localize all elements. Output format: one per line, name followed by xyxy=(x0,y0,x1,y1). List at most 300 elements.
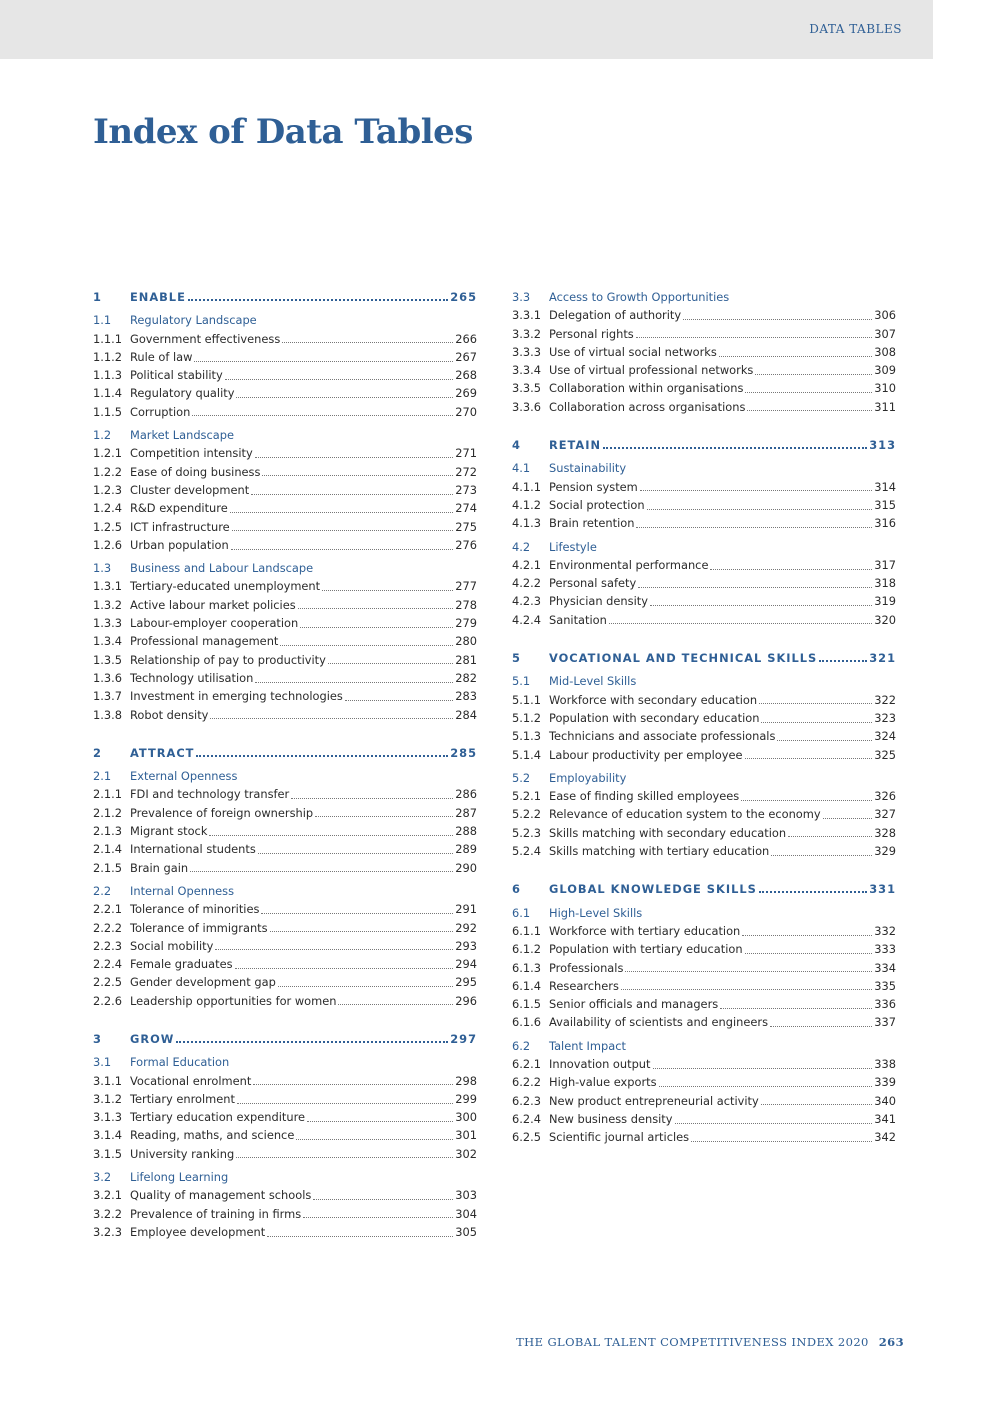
dot-leader xyxy=(209,835,453,836)
index-entry[interactable] xyxy=(93,992,477,1010)
index-entry-number: 2.2.5 xyxy=(93,975,122,990)
subpillar-heading[interactable] xyxy=(93,559,477,577)
index-entry[interactable] xyxy=(93,785,477,803)
pillar-heading[interactable] xyxy=(93,288,477,306)
subpillar-heading[interactable] xyxy=(512,1037,896,1055)
index-column-left xyxy=(93,288,477,1241)
index-entry-number: 1.3.2 xyxy=(93,597,122,612)
index-entry-number: 1.3.6 xyxy=(93,670,122,685)
index-entry-number: 3.1.5 xyxy=(93,1146,122,1161)
index-entry-number: 3.1.2 xyxy=(93,1091,122,1106)
index-entry[interactable] xyxy=(512,325,896,343)
index-entry-page: 310 xyxy=(874,381,896,396)
index-entry[interactable] xyxy=(93,1108,477,1126)
index-entry-label: ICT infrastructure xyxy=(130,519,230,534)
dot-leader xyxy=(322,590,453,591)
index-entry-page: 340 xyxy=(874,1093,896,1108)
dot-leader xyxy=(190,871,453,872)
dot-leader xyxy=(691,1141,872,1142)
pillar-heading[interactable] xyxy=(512,436,896,454)
index-entry-number: 3.2.3 xyxy=(93,1224,122,1239)
index-entry-page: 290 xyxy=(455,860,477,875)
dot-leader xyxy=(251,494,453,495)
index-entry-number: 2.2.6 xyxy=(93,993,122,1008)
dot-leader xyxy=(745,953,873,954)
dot-leader xyxy=(313,1199,453,1200)
subpillar-heading[interactable] xyxy=(93,426,477,444)
index-entry-number: 2.1.5 xyxy=(93,860,122,875)
index-entry-page: 269 xyxy=(455,386,477,401)
index-entry-number: 6.2.5 xyxy=(512,1130,541,1145)
subpillar-heading-label: Lifelong Learning xyxy=(130,1170,229,1185)
index-entry-page: 325 xyxy=(874,747,896,762)
index-entry-page: 333 xyxy=(874,942,896,957)
index-entry-number: 6.2.3 xyxy=(512,1093,541,1108)
index-entry[interactable] xyxy=(512,709,896,727)
header-band xyxy=(0,0,933,59)
subpillar-heading-number: 3.3 xyxy=(512,290,531,304)
index-entry-page: 318 xyxy=(874,576,896,591)
index-entry[interactable] xyxy=(93,651,477,669)
index-entry-label: Personal rights xyxy=(549,326,634,341)
dot-leader xyxy=(759,703,872,704)
subpillar-heading-label: Market Landscape xyxy=(130,428,234,443)
index-entry-label: Migrant stock xyxy=(130,824,208,839)
index-entry-page: 294 xyxy=(455,957,477,972)
index-entry[interactable] xyxy=(93,403,477,421)
index-entry-number: 6.1.6 xyxy=(512,1015,541,1030)
index-entry-page: 281 xyxy=(455,652,477,667)
index-entry-label: Skills matching with tertiary education xyxy=(549,844,770,859)
dot-leader xyxy=(603,447,867,449)
index-entry-number: 1.2.4 xyxy=(93,501,122,516)
subpillar-heading-label: Employability xyxy=(549,770,627,785)
index-entry-number: 5.2.1 xyxy=(512,789,541,804)
index-entry[interactable] xyxy=(512,478,896,496)
index-entry-label: New product entrepreneurial activity xyxy=(549,1093,759,1108)
index-entry-label: Tolerance of minorities xyxy=(130,902,260,917)
index-entry[interactable] xyxy=(512,592,896,610)
dot-leader xyxy=(636,527,872,528)
index-entry[interactable] xyxy=(512,574,896,592)
dot-leader xyxy=(761,722,872,723)
subpillar-heading-number: 3.2 xyxy=(93,1170,112,1185)
dot-leader xyxy=(196,755,448,757)
index-entry[interactable] xyxy=(93,614,477,632)
index-entry-number: 1.3.1 xyxy=(93,579,122,594)
index-entry[interactable] xyxy=(512,514,896,532)
index-entry-page: 279 xyxy=(455,616,477,631)
dot-leader xyxy=(747,410,872,411)
index-entry-page: 276 xyxy=(455,537,477,552)
pillar-heading-label: RETAIN xyxy=(549,438,602,453)
index-entry-label: Physician density xyxy=(549,594,648,609)
subpillar-heading[interactable] xyxy=(93,882,477,900)
index-entry[interactable] xyxy=(93,499,477,517)
index-entry[interactable] xyxy=(512,727,896,745)
index-entry-page: 327 xyxy=(874,807,896,822)
index-entry-label: Brain retention xyxy=(549,516,635,531)
index-entry-page: 301 xyxy=(455,1128,477,1143)
index-entry-page: 296 xyxy=(455,993,477,1008)
dot-leader xyxy=(742,935,872,936)
index-entry-label: Rule of law xyxy=(130,349,193,364)
dot-leader xyxy=(291,798,453,799)
index-entry-label: Tertiary education expenditure xyxy=(130,1110,306,1125)
index-entry-number: 5.1.2 xyxy=(512,710,541,725)
subpillar-heading[interactable] xyxy=(512,288,896,306)
dot-leader xyxy=(192,415,453,416)
index-entry[interactable] xyxy=(93,536,477,554)
index-entry-number: 1.2.6 xyxy=(93,537,122,552)
subpillar-heading-label: Sustainability xyxy=(549,461,627,476)
index-entry[interactable] xyxy=(512,1013,896,1031)
index-entry-page: 272 xyxy=(455,464,477,479)
index-entry-label: FDI and technology transfer xyxy=(130,787,290,802)
index-entry[interactable] xyxy=(512,691,896,709)
index-entry-page: 286 xyxy=(455,787,477,802)
index-entry[interactable] xyxy=(93,1090,477,1108)
dot-leader xyxy=(659,1086,873,1087)
pillar-heading-page: 297 xyxy=(450,1031,477,1046)
subpillar-heading-number: 6.2 xyxy=(512,1038,531,1053)
index-entry-number: 5.2.4 xyxy=(512,844,541,859)
index-entry-label: Environmental performance xyxy=(549,557,709,572)
subpillar-heading[interactable] xyxy=(512,459,896,477)
index-entry[interactable] xyxy=(512,977,896,995)
subpillar-heading-number: 1.2 xyxy=(93,428,112,443)
dot-leader xyxy=(255,682,453,683)
index-entry-page: 306 xyxy=(874,308,896,323)
index-entry-page: 293 xyxy=(455,938,477,953)
dot-leader xyxy=(770,1026,872,1027)
dot-leader xyxy=(262,475,453,476)
index-entry-page: 298 xyxy=(455,1073,477,1088)
dot-leader xyxy=(719,356,872,357)
index-entry-number: 1.1.3 xyxy=(93,368,122,383)
index-entry-page: 329 xyxy=(874,844,896,859)
index-entry[interactable] xyxy=(93,669,477,687)
dot-leader xyxy=(236,1157,453,1158)
index-entry-number: 6.1.5 xyxy=(512,997,541,1012)
dot-leader xyxy=(230,512,454,513)
pillar-heading[interactable] xyxy=(512,880,896,898)
dot-leader xyxy=(210,718,453,719)
index-entry[interactable] xyxy=(93,955,477,973)
index-entry[interactable] xyxy=(93,444,477,462)
index-entry-number: 3.2.1 xyxy=(93,1188,122,1203)
dot-leader xyxy=(282,342,453,343)
index-entry[interactable] xyxy=(512,343,896,361)
index-entry-page: 339 xyxy=(874,1075,896,1090)
dot-leader xyxy=(307,1121,453,1122)
index-entry-label: R&D expenditure xyxy=(130,501,228,516)
page-title: Index of Data Tables xyxy=(93,112,473,152)
index-entry-page: 326 xyxy=(874,789,896,804)
dot-leader xyxy=(215,949,453,950)
dot-leader xyxy=(300,627,453,628)
index-entry-number: 2.1.1 xyxy=(93,787,122,802)
subpillar-heading-label: External Openness xyxy=(130,769,238,784)
index-entry-number: 4.2.1 xyxy=(512,557,541,572)
dot-leader xyxy=(777,740,872,741)
index-entry-number: 2.2.3 xyxy=(93,938,122,953)
dot-leader xyxy=(298,608,454,609)
index-entry-page: 280 xyxy=(455,634,477,649)
index-entry-page: 315 xyxy=(874,497,896,512)
index-entry-page: 284 xyxy=(455,707,477,722)
index-entry[interactable] xyxy=(512,1073,896,1091)
dot-leader xyxy=(745,392,872,393)
index-entry[interactable] xyxy=(93,348,477,366)
index-entry[interactable] xyxy=(512,556,896,574)
index-entry-page: 305 xyxy=(455,1224,477,1239)
index-entry[interactable] xyxy=(512,1128,896,1146)
index-entry[interactable] xyxy=(512,940,896,958)
pillar-heading-label: VOCATIONAL AND TECHNICAL SKILLS xyxy=(549,651,818,666)
dot-leader xyxy=(759,891,867,893)
index-entry[interactable] xyxy=(93,1186,477,1204)
index-entry-number: 3.1.1 xyxy=(93,1073,122,1088)
subpillar-heading-number: 4.1 xyxy=(512,461,531,476)
index-entry[interactable] xyxy=(512,824,896,842)
index-entry-label: Labour-employer cooperation xyxy=(130,616,299,631)
index-entry-label: Political stability xyxy=(130,368,223,383)
index-entry-label: Social mobility xyxy=(130,938,214,953)
index-entry-label: Robot density xyxy=(130,707,209,722)
index-entry[interactable] xyxy=(512,1092,896,1110)
index-entry-page: 337 xyxy=(874,1015,896,1030)
index-entry[interactable] xyxy=(93,330,477,348)
index-entry[interactable] xyxy=(93,804,477,822)
index-entry[interactable] xyxy=(93,900,477,918)
subpillar-heading-number: 2.1 xyxy=(93,769,112,784)
index-entry[interactable] xyxy=(93,596,477,614)
index-entry[interactable] xyxy=(93,481,477,499)
dot-leader xyxy=(650,605,872,606)
index-entry-label: University ranking xyxy=(130,1146,235,1161)
index-entry[interactable] xyxy=(512,496,896,514)
index-entry-number: 4.2.4 xyxy=(512,612,541,627)
index-entry[interactable] xyxy=(93,577,477,595)
index-entry-number: 4.2.2 xyxy=(512,576,541,591)
index-entry-label: Availability of scientists and engineers xyxy=(549,1015,769,1030)
pillar-heading-page: 331 xyxy=(869,882,896,897)
index-entry-number: 4.2.3 xyxy=(512,594,541,609)
dot-leader xyxy=(188,299,448,301)
subpillar-heading[interactable] xyxy=(93,1053,477,1071)
index-entry-label: Tertiary-educated unemployment xyxy=(130,579,321,594)
index-entry-number: 6.1.3 xyxy=(512,960,541,975)
index-entry[interactable] xyxy=(93,1072,477,1090)
index-entry[interactable] xyxy=(93,366,477,384)
index-entry-number: 3.3.4 xyxy=(512,363,541,378)
index-entry-number: 4.1.1 xyxy=(512,479,541,494)
index-entry-label: Labour productivity per employee xyxy=(549,747,743,762)
subpillar-heading-label: Talent Impact xyxy=(549,1038,626,1053)
index-entry-label: Cluster development xyxy=(130,482,250,497)
dot-leader xyxy=(267,1236,453,1237)
index-entry[interactable] xyxy=(93,1205,477,1223)
index-entry-label: Collaboration across organisations xyxy=(549,399,746,414)
index-entry[interactable] xyxy=(93,518,477,536)
index-entry[interactable] xyxy=(512,379,896,397)
dot-leader xyxy=(280,645,453,646)
index-entry-number: 1.2.5 xyxy=(93,519,122,534)
index-entry-page: 295 xyxy=(455,975,477,990)
pillar-heading-label: ATTRACT xyxy=(130,745,195,760)
index-entry-label: Active labour market policies xyxy=(130,597,296,612)
index-entry-label: Technicians and associate professionals xyxy=(549,729,776,744)
index-entry[interactable] xyxy=(93,463,477,481)
index-entry-label: Corruption xyxy=(130,404,191,419)
index-entry-number: 1.3.7 xyxy=(93,689,122,704)
index-entry-label: Employee development xyxy=(130,1224,266,1239)
index-entry[interactable] xyxy=(512,398,896,416)
index-entry-page: 275 xyxy=(455,519,477,534)
index-entry[interactable] xyxy=(512,306,896,324)
pillar-heading-label: ENABLE xyxy=(130,290,186,304)
pillar-heading[interactable] xyxy=(93,744,477,762)
subpillar-heading-number: 5.2 xyxy=(512,770,531,785)
index-entry[interactable] xyxy=(93,1126,477,1144)
index-entry[interactable] xyxy=(512,361,896,379)
index-entry-label: Technology utilisation xyxy=(130,670,254,685)
index-entry[interactable] xyxy=(93,840,477,858)
pillar-heading[interactable] xyxy=(512,649,896,667)
subpillar-heading[interactable] xyxy=(93,311,477,329)
index-entry[interactable] xyxy=(512,922,896,940)
index-entry-label: Competition intensity xyxy=(130,446,253,461)
index-entry-page: 271 xyxy=(455,446,477,461)
pillar-heading-number: 6 xyxy=(512,882,521,897)
index-entry[interactable] xyxy=(512,1110,896,1128)
index-entry-label: Workforce with secondary education xyxy=(549,692,758,707)
index-entry-page: 302 xyxy=(455,1146,477,1161)
index-entry[interactable] xyxy=(93,859,477,877)
index-entry-label: Leadership opportunities for women xyxy=(130,993,337,1008)
index-entry-number: 2.1.4 xyxy=(93,842,122,857)
index-entry-number: 3.3.2 xyxy=(512,326,541,341)
index-entry[interactable] xyxy=(93,973,477,991)
index-entry-number: 5.1.1 xyxy=(512,692,541,707)
index-entry-page: 328 xyxy=(874,825,896,840)
index-entry-number: 5.2.2 xyxy=(512,807,541,822)
index-entry[interactable] xyxy=(93,822,477,840)
index-entry-page: 291 xyxy=(455,902,477,917)
index-entry-page: 341 xyxy=(874,1111,896,1126)
pillar-heading-number: 2 xyxy=(93,745,102,760)
dot-leader xyxy=(176,1041,448,1043)
index-entry[interactable] xyxy=(512,842,896,860)
subpillar-heading[interactable] xyxy=(93,767,477,785)
subpillar-heading[interactable] xyxy=(512,769,896,787)
index-entry-label: Brain gain xyxy=(130,860,189,875)
index-entry[interactable] xyxy=(512,1055,896,1073)
index-entry-label: Reading, maths, and science xyxy=(130,1128,295,1143)
index-entry[interactable] xyxy=(93,1223,477,1241)
subpillar-heading-label: Formal Education xyxy=(130,1055,230,1070)
index-entry-page: 314 xyxy=(874,479,896,494)
section-label: DATA TABLES xyxy=(809,22,902,36)
index-entry[interactable] xyxy=(93,937,477,955)
subpillar-heading-label: Mid-Level Skills xyxy=(549,674,637,689)
index-entry-number: 1.3.4 xyxy=(93,634,122,649)
dot-leader xyxy=(255,457,454,458)
dot-leader xyxy=(625,971,872,972)
index-entry-number: 3.1.3 xyxy=(93,1110,122,1125)
index-entry-number: 2.1.3 xyxy=(93,824,122,839)
subpillar-heading-number: 2.2 xyxy=(93,883,112,898)
index-entry-page: 278 xyxy=(455,597,477,612)
index-entry[interactable] xyxy=(93,706,477,724)
index-entry[interactable] xyxy=(93,919,477,937)
dot-leader xyxy=(638,587,872,588)
index-entry[interactable] xyxy=(93,384,477,402)
index-entry-number: 2.2.2 xyxy=(93,920,122,935)
index-entry-label: Collaboration within organisations xyxy=(549,381,744,396)
index-entry[interactable] xyxy=(512,611,896,629)
index-entry-number: 6.2.2 xyxy=(512,1075,541,1090)
index-entry-label: Government effectiveness xyxy=(130,331,281,346)
subpillar-heading[interactable] xyxy=(512,672,896,690)
index-entry-page: 316 xyxy=(874,516,896,531)
index-entry-label: Relationship of pay to productivity xyxy=(130,652,326,667)
index-entry[interactable] xyxy=(93,687,477,705)
dot-leader xyxy=(720,1008,872,1009)
subpillar-heading[interactable] xyxy=(512,904,896,922)
index-entry-page: 319 xyxy=(874,594,896,609)
index-entry-page: 334 xyxy=(874,960,896,975)
index-entry-number: 1.3.3 xyxy=(93,616,122,631)
index-entry-label: Innovation output xyxy=(549,1056,651,1071)
index-entry-number: 3.3.6 xyxy=(512,399,541,414)
index-entry[interactable] xyxy=(93,1145,477,1163)
index-entry-page: 320 xyxy=(874,612,896,627)
index-entry-page: 332 xyxy=(874,923,896,938)
pillar-heading-label: GROW xyxy=(130,1031,175,1046)
index-entry-page: 336 xyxy=(874,997,896,1012)
index-entry-label: Ease of doing business xyxy=(130,464,261,479)
dot-leader xyxy=(710,569,872,570)
subpillar-heading-label: High-Level Skills xyxy=(549,905,643,920)
subpillar-heading[interactable] xyxy=(512,538,896,556)
pillar-heading[interactable] xyxy=(93,1030,477,1048)
index-entry[interactable] xyxy=(93,632,477,650)
index-entry-label: Pension system xyxy=(549,479,638,494)
index-entry-number: 1.1.1 xyxy=(93,331,122,346)
index-entry[interactable] xyxy=(512,959,896,977)
index-entry-label: Sanitation xyxy=(549,612,607,627)
index-entry-number: 1.2.1 xyxy=(93,446,122,461)
index-entry-label: Skills matching with secondary education xyxy=(549,825,787,840)
dot-leader xyxy=(236,397,453,398)
subpillar-heading[interactable] xyxy=(93,1168,477,1186)
index-entry-label: Vocational enrolment xyxy=(130,1073,252,1088)
index-entry[interactable] xyxy=(512,805,896,823)
index-entry[interactable] xyxy=(512,746,896,764)
pillar-heading-number: 3 xyxy=(93,1031,102,1046)
subpillar-heading-label: Lifestyle xyxy=(549,539,597,554)
index-entry-number: 1.2.3 xyxy=(93,482,122,497)
dot-leader xyxy=(237,1103,453,1104)
index-entry-page: 270 xyxy=(455,404,477,419)
index-entry[interactable] xyxy=(512,995,896,1013)
index-entry-number: 1.1.5 xyxy=(93,404,122,419)
index-entry-number: 4.1.2 xyxy=(512,497,541,512)
dot-leader xyxy=(761,1104,873,1105)
index-entry[interactable] xyxy=(512,787,896,805)
